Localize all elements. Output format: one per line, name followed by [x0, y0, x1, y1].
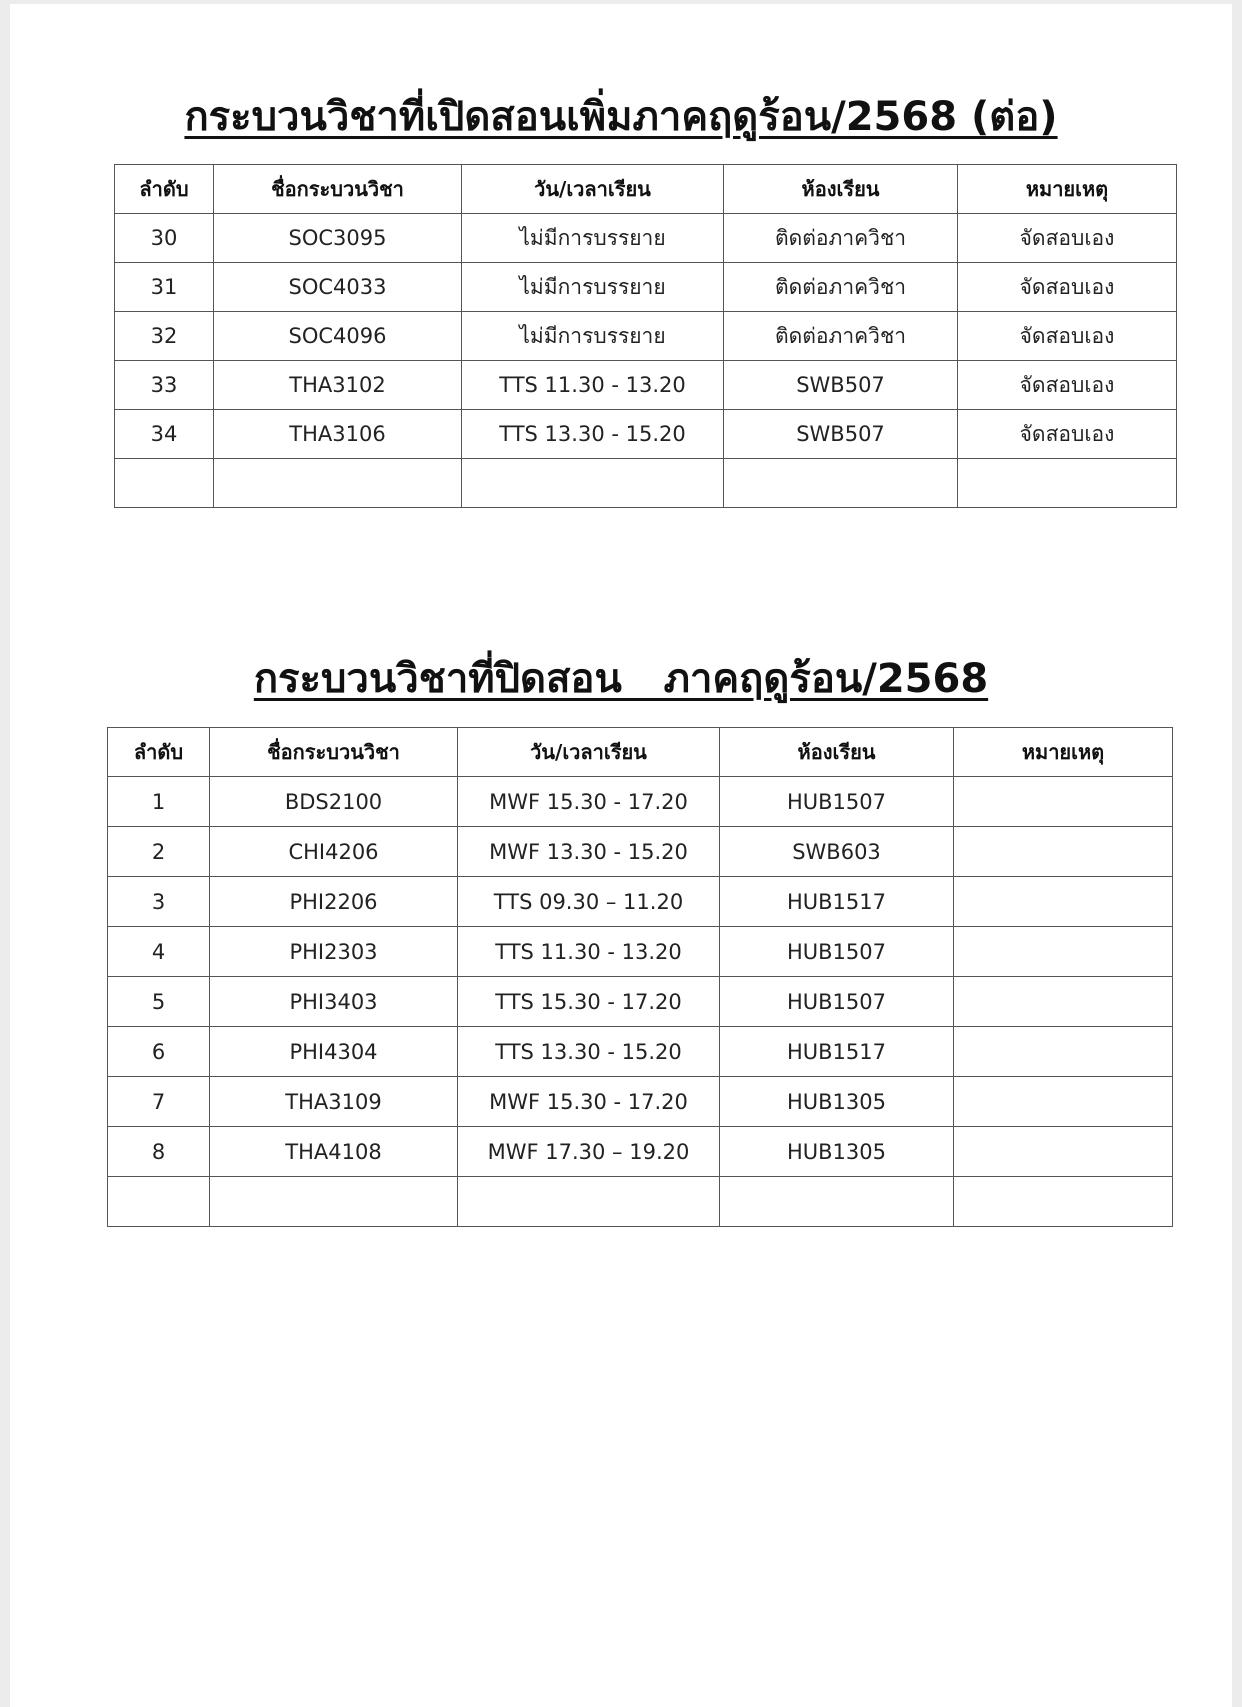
cell-course — [210, 1177, 458, 1227]
cell-course: SOC4096 — [214, 312, 462, 361]
cell-remark — [958, 459, 1177, 508]
table-row — [108, 977, 1173, 1027]
table-row — [115, 312, 1177, 361]
cell-order: 3 — [108, 877, 210, 927]
cell-course — [214, 459, 462, 508]
header-room: ห้องเรียน — [724, 165, 958, 214]
header-room: ห้องเรียน — [720, 728, 954, 777]
cell-time — [462, 459, 724, 508]
cell-course: PHI3403 — [210, 977, 458, 1027]
table-row — [108, 877, 1173, 927]
cell-room: ติดต่อภาควิชา — [724, 263, 958, 312]
cell-course: SOC4033 — [214, 263, 462, 312]
cell-order: 6 — [108, 1027, 210, 1077]
cell-room: HUB1305 — [720, 1127, 954, 1177]
table-row — [115, 214, 1177, 263]
cell-time: TTS 11.30 - 13.20 — [462, 361, 724, 410]
cell-room — [724, 459, 958, 508]
table-row — [108, 1027, 1173, 1077]
header-order: ลำดับ — [108, 728, 210, 777]
table-row — [115, 361, 1177, 410]
cell-course: PHI2303 — [210, 927, 458, 977]
cell-time: ไม่มีการบรรยาย — [462, 312, 724, 361]
header-remark: หมายเหตุ — [954, 728, 1173, 777]
header-day-time: วัน/เวลาเรียน — [462, 165, 724, 214]
cell-order — [115, 459, 214, 508]
cell-time: MWF 13.30 - 15.20 — [458, 827, 720, 877]
cell-remark: จัดสอบเอง — [958, 361, 1177, 410]
cell-order: 1 — [108, 777, 210, 827]
table-row — [108, 1127, 1173, 1177]
cell-remark: จัดสอบเอง — [958, 312, 1177, 361]
section-1-title: กระบวนวิชาที่เปิดสอนเพิ่มภาคฤดูร้อน/2568 (ต่อ) — [184, 94, 1058, 140]
table-row — [108, 1077, 1173, 1127]
cell-course: THA4108 — [210, 1127, 458, 1177]
cell-remark: จัดสอบเอง — [958, 263, 1177, 312]
cell-time: TTS 11.30 - 13.20 — [458, 927, 720, 977]
cell-remark: จัดสอบเอง — [958, 410, 1177, 459]
cell-course: CHI4206 — [210, 827, 458, 877]
cell-room: HUB1507 — [720, 777, 954, 827]
cell-room: SWB507 — [724, 410, 958, 459]
cell-order: 30 — [115, 214, 214, 263]
cell-room: HUB1305 — [720, 1077, 954, 1127]
cell-room: HUB1507 — [720, 927, 954, 977]
table-row — [108, 777, 1173, 827]
cell-course: THA3109 — [210, 1077, 458, 1127]
cell-time: TTS 13.30 - 15.20 — [462, 410, 724, 459]
cell-time: TTS 09.30 – 11.20 — [458, 877, 720, 927]
cell-room — [720, 1177, 954, 1227]
opened-courses-table — [114, 164, 1177, 508]
cell-remark — [954, 1177, 1173, 1227]
cell-course: BDS2100 — [210, 777, 458, 827]
cell-order: 33 — [115, 361, 214, 410]
cell-remark — [954, 977, 1173, 1027]
table-row — [108, 927, 1173, 977]
cell-order: 5 — [108, 977, 210, 1027]
cell-order: 31 — [115, 263, 214, 312]
cell-time: MWF 15.30 - 17.20 — [458, 1077, 720, 1127]
cell-order: 34 — [115, 410, 214, 459]
table-row-empty — [115, 459, 1177, 508]
cell-time: MWF 15.30 - 17.20 — [458, 777, 720, 827]
table-row — [108, 827, 1173, 877]
header-course-name: ชื่อกระบวนวิชา — [214, 165, 462, 214]
cell-time — [458, 1177, 720, 1227]
table-row-empty — [108, 1177, 1173, 1227]
cell-time: TTS 13.30 - 15.20 — [458, 1027, 720, 1077]
cell-remark — [954, 777, 1173, 827]
cell-room: HUB1507 — [720, 977, 954, 1027]
header-day-time: วัน/เวลาเรียน — [458, 728, 720, 777]
cell-remark — [954, 927, 1173, 977]
cell-room: ติดต่อภาควิชา — [724, 312, 958, 361]
table-header-row — [108, 728, 1173, 777]
cell-room: HUB1517 — [720, 1027, 954, 1077]
cell-room: SWB507 — [724, 361, 958, 410]
cell-order: 8 — [108, 1127, 210, 1177]
cell-remark — [954, 1127, 1173, 1177]
cell-time: ไม่มีการบรรยาย — [462, 214, 724, 263]
cell-time: MWF 17.30 – 19.20 — [458, 1127, 720, 1177]
cell-remark — [954, 1027, 1173, 1077]
header-order: ลำดับ — [115, 165, 214, 214]
closed-courses-table — [107, 727, 1173, 1227]
cell-time: ไม่มีการบรรยาย — [462, 263, 724, 312]
table-row — [115, 263, 1177, 312]
cell-remark — [954, 877, 1173, 927]
cell-order: 32 — [115, 312, 214, 361]
cell-order — [108, 1177, 210, 1227]
cell-remark: จัดสอบเอง — [958, 214, 1177, 263]
cell-room: SWB603 — [720, 827, 954, 877]
cell-order: 2 — [108, 827, 210, 877]
cell-remark — [954, 1077, 1173, 1127]
cell-course: PHI2206 — [210, 877, 458, 927]
cell-course: THA3106 — [214, 410, 462, 459]
table-row — [115, 410, 1177, 459]
cell-room: ติดต่อภาควิชา — [724, 214, 958, 263]
header-remark: หมายเหตุ — [958, 165, 1177, 214]
header-course-name: ชื่อกระบวนวิชา — [210, 728, 458, 777]
cell-order: 7 — [108, 1077, 210, 1127]
cell-course: THA3102 — [214, 361, 462, 410]
section-2-title: กระบวนวิชาที่ปิดสอน ภาคฤดูร้อน/2568 — [253, 656, 989, 702]
table-header-row — [115, 165, 1177, 214]
cell-room: HUB1517 — [720, 877, 954, 927]
cell-course: PHI4304 — [210, 1027, 458, 1077]
cell-order: 4 — [108, 927, 210, 977]
cell-time: TTS 15.30 - 17.20 — [458, 977, 720, 1027]
cell-course: SOC3095 — [214, 214, 462, 263]
cell-remark — [954, 827, 1173, 877]
